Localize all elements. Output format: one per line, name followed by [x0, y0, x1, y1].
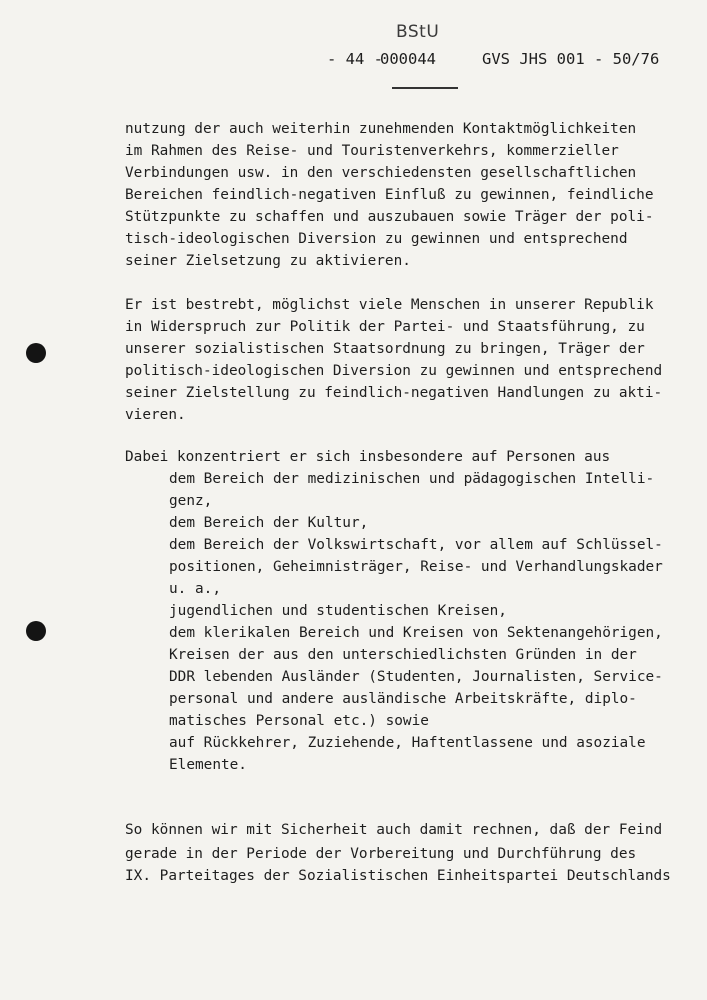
- text-line: vieren.: [125, 407, 186, 423]
- text-line: im Rahmen des Reise- und Touristenverkehrs, kommerzieller: [125, 143, 619, 159]
- list-line: jugendlichen und studentischen Kreisen,: [169, 603, 507, 619]
- header-rule: [392, 87, 458, 89]
- punch-hole-bottom: [26, 621, 46, 641]
- list-line: dem Bereich der medizinischen und pädagogischen Intelli-: [169, 471, 655, 487]
- text-line: So können wir mit Sicherheit auch damit rechnen, daß der Feind: [125, 822, 663, 838]
- list-line: u. a.,: [169, 581, 221, 597]
- text-line: politisch-ideologischen Diversion zu gewinnen und entsprechend: [125, 363, 663, 379]
- document-number: 000044: [380, 50, 436, 68]
- document-reference: GVS JHS 001 - 50/76: [482, 50, 660, 68]
- list-line: matisches Personal etc.) sowie: [169, 713, 429, 729]
- text-line: gerade in der Periode der Vorbereitung und Durchführung des: [125, 846, 637, 862]
- text-line: tisch-ideologischen Diversion zu gewinnen und entsprechend: [125, 231, 628, 247]
- list-line: positionen, Geheimnisträger, Reise- und Verhandlungskader: [169, 559, 663, 575]
- text-line: seiner Zielsetzung zu aktivieren.: [125, 253, 411, 269]
- text-line: Verbindungen usw. in den verschiedensten gesellschaftlichen: [125, 165, 637, 181]
- text-line: Er ist bestrebt, möglichst viele Menschen in unserer Republik: [125, 297, 654, 313]
- list-line: dem Bereich der Kultur,: [169, 515, 369, 531]
- list-line: personal und andere ausländische Arbeitskräfte, diplo-: [169, 691, 637, 707]
- list-line: genz,: [169, 493, 213, 509]
- list-line: Kreisen der aus den unterschiedlichsten Gründen in der: [169, 647, 637, 663]
- list-line: dem Bereich der Volkswirtschaft, vor allem auf Schlüssel-: [169, 537, 663, 553]
- text-line: Dabei konzentriert er sich insbesondere auf Personen aus: [125, 449, 611, 465]
- text-line: IX. Parteitages der Sozialistischen Einheitspartei Deutschlands: [125, 868, 671, 884]
- page-header: [0, 50, 707, 74]
- page-number: - 44 -: [327, 50, 383, 68]
- text-line: nutzung der auch weiterhin zunehmenden Kontaktmöglichkeiten: [125, 121, 637, 137]
- punch-hole-top: [26, 343, 46, 363]
- text-line: Stützpunkte zu schaffen und auszubauen sowie Träger der poli-: [125, 209, 654, 225]
- list-line: Elemente.: [169, 757, 247, 773]
- text-line: Bereichen feindlich-negativen Einfluß zu gewinnen, feindliche: [125, 187, 654, 203]
- list-line: DDR lebenden Ausländer (Studenten, Journalisten, Service-: [169, 669, 663, 685]
- text-line: unserer sozialistischen Staatsordnung zu bringen, Träger der: [125, 341, 645, 357]
- list-line: auf Rückkehrer, Zuziehende, Haftentlassene und asoziale: [169, 735, 646, 751]
- text-line: in Widerspruch zur Politik der Partei- und Staatsführung, zu: [125, 319, 645, 335]
- list-line: dem klerikalen Bereich und Kreisen von Sektenangehörigen,: [169, 625, 663, 641]
- text-line: seiner Zielstellung zu feindlich-negativen Handlungen zu akti-: [125, 385, 663, 401]
- archive-stamp: BStU: [396, 22, 440, 42]
